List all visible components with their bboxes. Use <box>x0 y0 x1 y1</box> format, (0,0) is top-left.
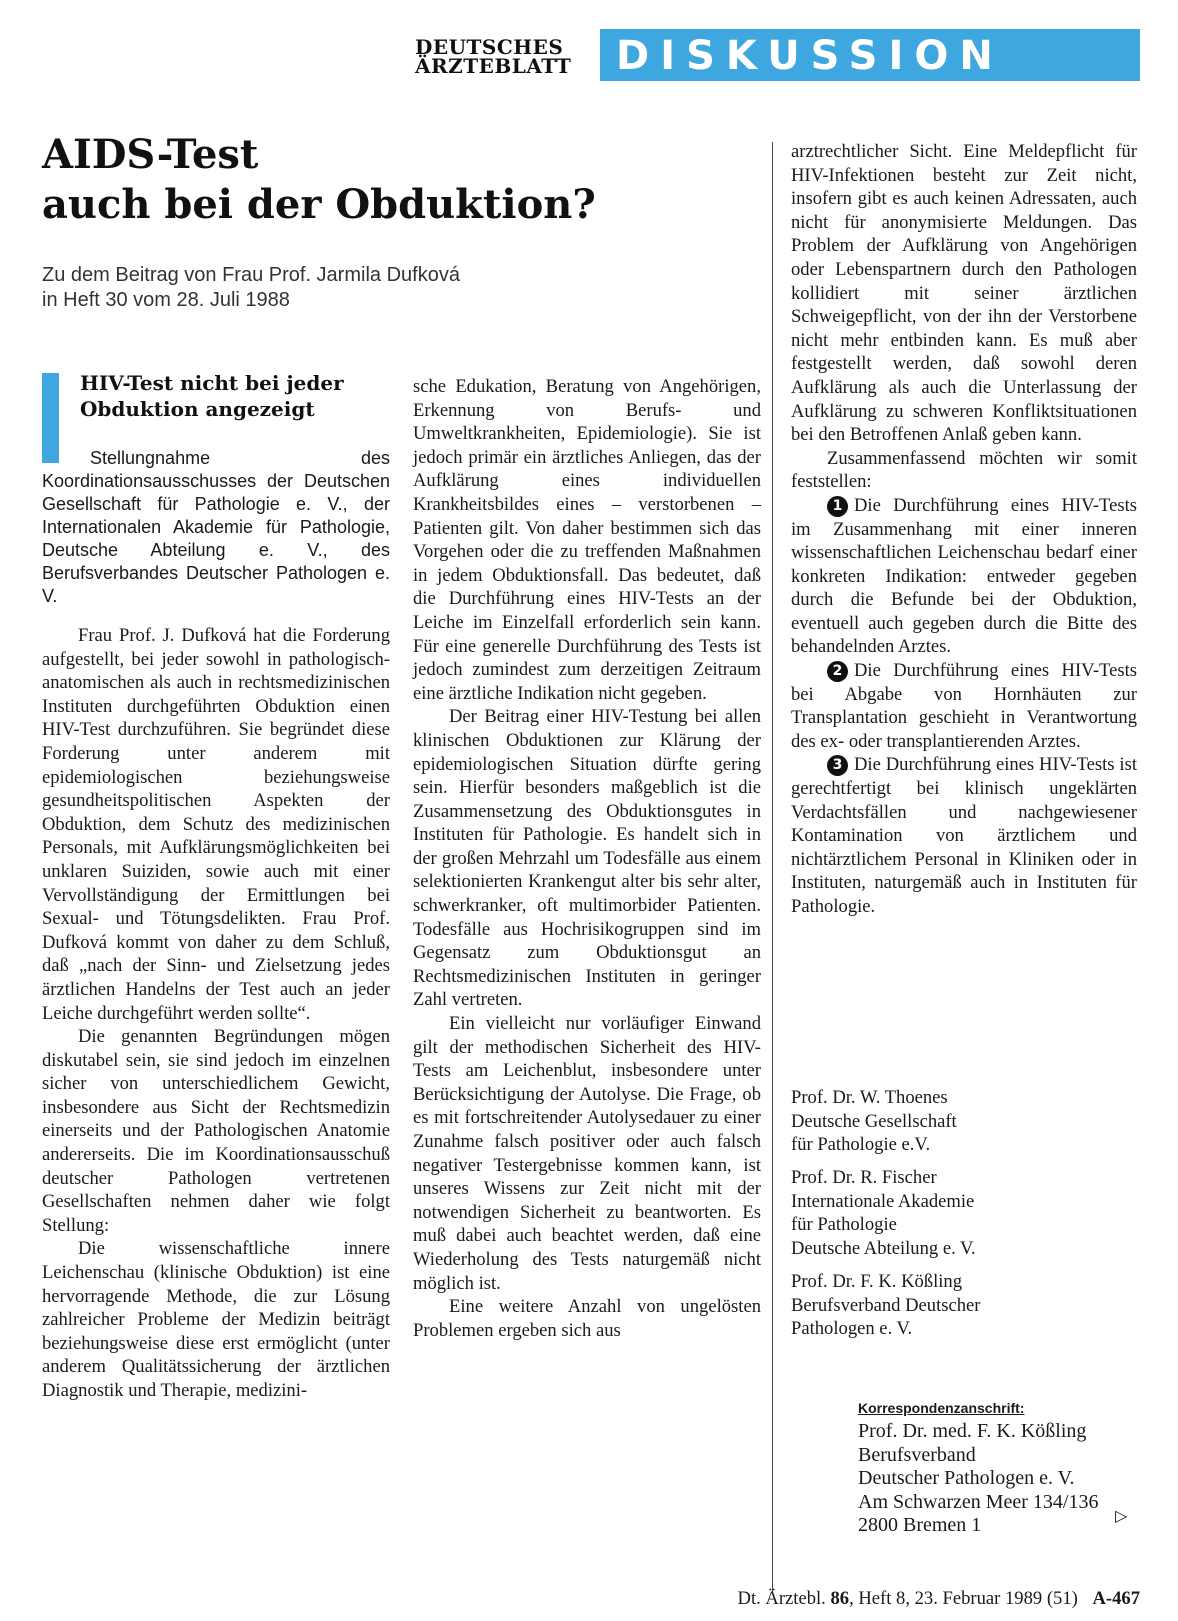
signature-org: Berufsverband Deutscher <box>791 1294 981 1316</box>
footer-issue: , Heft 8, 23. Februar 1989 (51) <box>849 1588 1078 1609</box>
statement-intro-block <box>42 447 390 608</box>
subtitle-line1: Zu dem Beitrag von Frau Prof. Jarmila Dufková <box>42 264 460 286</box>
signature-block <box>791 1166 1137 1260</box>
signature-org: Deutsche Gesellschaft <box>791 1110 957 1132</box>
signature-block <box>791 1270 1137 1341</box>
number-3-icon: 3 <box>827 755 848 776</box>
column-3 <box>791 140 1137 919</box>
paragraph: arztrechtlicher Sicht. Eine Meldepflicht für HIV-Infektionen besteht zur Zeit nicht, insofern gibt es auch keinen Adressaten, auch nicht für anonymisierte Meldungen. Das Problem der Aufklärung von Angehörigen oder Lebenspartnern durch den Pathologen kollidiert mit seiner ärztlichen Schweigepflicht, von der ihn der Verstorbene nicht mehr entbinden kann. Es muß aber festgestellt werden, daß sowohl deren Aufklärung als auch die Unterlassung der Aufklärung zu schweren Konfliktsituationen bei den Betroffenen Anlaß geben kann. <box>791 141 1137 446</box>
signature-org: für Pathologie e.V. <box>791 1134 931 1155</box>
signature-name: Prof. Dr. R. Fischer <box>791 1167 937 1188</box>
title-line1: AIDS-Test <box>42 131 259 178</box>
number-2-icon: 2 <box>827 661 848 682</box>
summary-point-text: Die Durchführung eines HIV-Tests ist gerechtfertigt bei klinisch ungeklärten Verdachtsfällen und nachgewiesener Kontamination von ärztlichem und nichtärztlichem Personal in Kliniken oder in Instituten, naturgemäß auch in Instituten für Pathologie. <box>791 754 1137 917</box>
footer-volume: 86 <box>830 1588 850 1609</box>
summary-point-text: Die Durchführung eines HIV-Tests bei Abgabe von Hornhäuten zur Transplantation geschieht in Verantwortung des ex- oder transplantierenden Arztes. <box>791 660 1137 752</box>
section-banner <box>600 29 1140 81</box>
address-line: Deutscher Pathologen e. V. <box>858 1467 1075 1489</box>
masthead-line2: ÄRZTEBLATT <box>415 54 572 78</box>
address-line: 2800 Bremen 1 <box>858 1514 982 1536</box>
paragraph: Zusammenfassend möchten wir somit feststellen: <box>791 447 1137 493</box>
number-1-icon: 1 <box>827 496 848 517</box>
summary-point-3 <box>791 753 1137 918</box>
signature-org: Internationale Akademie <box>791 1190 975 1212</box>
signature-org: für Pathologie <box>791 1214 897 1235</box>
paragraph: Der Beitrag einer HIV-Testung bei allen klinischen Obduktionen zur Klärung der epidemiologischen Situation dürfte gering sein. Hierfür besonders maßgeblich ist die Zusammensetzung des Obduktionsgutes in Instituten für Pathologie. Es handelt sich in der großen Mehrzahl um Todesfälle aus einem selektionierten Krankengut alter bis sehr alter, schwerkranker, oft multimorbider Patienten. Todesfälle aus Hochrisikogruppen sind im Gegensatz zum Obduktionsgut an Rechtsmedizinischen Instituten in geringer Zahl vertreten. <box>413 706 761 1011</box>
section-label: DISKUSSION <box>616 33 1004 79</box>
signature-block <box>791 1086 1137 1157</box>
footer-page: A-467 <box>1092 1588 1140 1609</box>
paragraph: Die genannten Begründungen mögen diskutabel sein, sie sind jedoch im einzelnen sicher von unterschiedlichem Gewicht, insbesondere aus Sicht der Rechtsmedizin einerseits und der Pathologischen Anatomie andererseits. Die im Koordinationsausschuß deutscher Pathologen vertretenen Gesellschaften nehmen daher wie folgt Stellung: <box>42 1026 390 1236</box>
correspondence-label: Korrespondenzanschrift: <box>858 1400 1025 1416</box>
summary-point-2 <box>791 659 1137 753</box>
footer-journal: Dt. Ärztebl. <box>737 1588 826 1609</box>
column-divider <box>772 142 773 1592</box>
paragraph: Frau Prof. J. Dufková hat die Forderung aufgestellt, bei jeder sowohl in pathologisch-anatomischen als auch in rechtsmedizinischen Instituten durchgeführten Obduktion einen HIV-Test durchzuführen. Sie begründet diese Forderung unter anderem mit epidemiologischen beziehungsweise gesundheitspolitischen Aspekten der Obduktion, dem Schutz des medizinischen Personals, mit Aufklärungsmöglichkeiten bei unklaren Suiziden, sowie auch mit einer Vervollständigung der Ermittlungen bei Sexual- und Tötungsdelikten. Frau Prof. Dufková kommt von daher zu dem Schluß, daß „nach der Sinn- und Zielsetzung jedes ärztlichen Handelns der Test auch an jeder Leiche durchgeführt werden sollte“. <box>42 625 390 1024</box>
signature-name: Prof. Dr. F. K. Kößling <box>791 1271 963 1292</box>
column-1 <box>42 624 390 1403</box>
address-line: Prof. Dr. med. F. K. Kößling <box>858 1420 1087 1442</box>
signature-name: Prof. Dr. W. Thoenes <box>791 1087 948 1108</box>
page-footer <box>640 1588 1140 1610</box>
paragraph: sche Edukation, Beratung von Angehörigen, Erkennung von Berufs- und Umweltkrankheiten, Epidemiologie). Sie ist jedoch primär ein ärztliches Anliegen, das der Aufklärung eines individuellen Krankheitsbildes eines – verstorbenen – Patienten gilt. Von daher bestimmen sich das Vorgehen oder die zu treffenden Maßnahmen in jedem Obduktionsfall. Das bedeutet, daß die Durchführung eines HIV-Tests an der Leiche im Einzelfall erforderlich sein kann. Für eine generelle Durchführung des Tests ist jedoch zumindest zum derzeitigen Zeitraum eine ärztliche Indikation nicht gegeben. <box>413 376 761 704</box>
signature-org: Deutsche Abteilung e. V. <box>791 1237 976 1259</box>
address-line: Am Schwarzen Meer 134/136 <box>858 1490 1099 1513</box>
paragraph: Eine weitere Anzahl von ungelösten Problemen ergeben sich aus <box>413 1296 761 1341</box>
column-2 <box>413 375 761 1342</box>
paragraph: Die wissenschaftliche innere Leichenschau (klinische Obduktion) ist eine hervorragende Methode, die zur Lösung zahlreicher Probleme der Medizin beiträgt beziehungsweise diese erst ermöglicht (unter anderem Qualitätssicherung der ärztlichen Diagnostik und Therapie, medizini- <box>42 1238 390 1401</box>
signature-org: Pathologen e. V. <box>791 1318 913 1339</box>
paragraph: Ein vielleicht nur vorläufiger Einwand gilt der methodischen Sicherheit des HIV-Tests am Leichenblut, insbesondere unter Berücksichtigung der Autolyse. Die Frage, ob es mit fortschreitender Autolysedauer zu einer Zunahme falsch positiver oder auch falsch negativer Testergebnisse kommen kann, ist unseres Wissens zur Zeit nicht mit der notwendigen Sicherheit zu beantworten. Es muß dabei auch beachtet werden, daß eine Wiederholung des Tests naturgemäß nicht möglich ist. <box>413 1013 761 1294</box>
subtitle-line2: in Heft 30 vom 28. Juli 1988 <box>42 289 290 311</box>
statement-heading: HIV-Test nicht bei jeder Obduktion angezeigt <box>80 371 344 421</box>
article-subtitle <box>42 263 742 313</box>
masthead-logo <box>415 35 595 78</box>
correspondence-address <box>858 1420 1138 1538</box>
masthead-line1: DEUTSCHES <box>415 35 564 59</box>
title-line2: auch bei der Obduktion? <box>42 181 596 228</box>
article-title <box>42 130 742 230</box>
summary-point-text: Die Durchführung eines HIV-Tests im Zusammenhang mit einer inneren wissenschaftlichen Leichenschau bedarf einer konkreten Indikation: entweder gegeben durch die Befunde bei der Obduktion, eventuell auch gegeben durch die Bitte des behandelnden Arztes. <box>791 494 1137 658</box>
address-line: Berufsverband <box>858 1443 976 1466</box>
summary-point-1 <box>791 494 1137 659</box>
triangle-right-icon: ▷ <box>1115 1506 1128 1525</box>
statement-intro: Stellungnahme des Koordinationsausschusses der Deutschen Gesellschaft für Pathologie e. V., der Internationalen Akademie für Pathologie, Deutsche Abteilung e. V., des Berufsverbandes Deutscher Pathologen e. V. <box>42 448 390 606</box>
